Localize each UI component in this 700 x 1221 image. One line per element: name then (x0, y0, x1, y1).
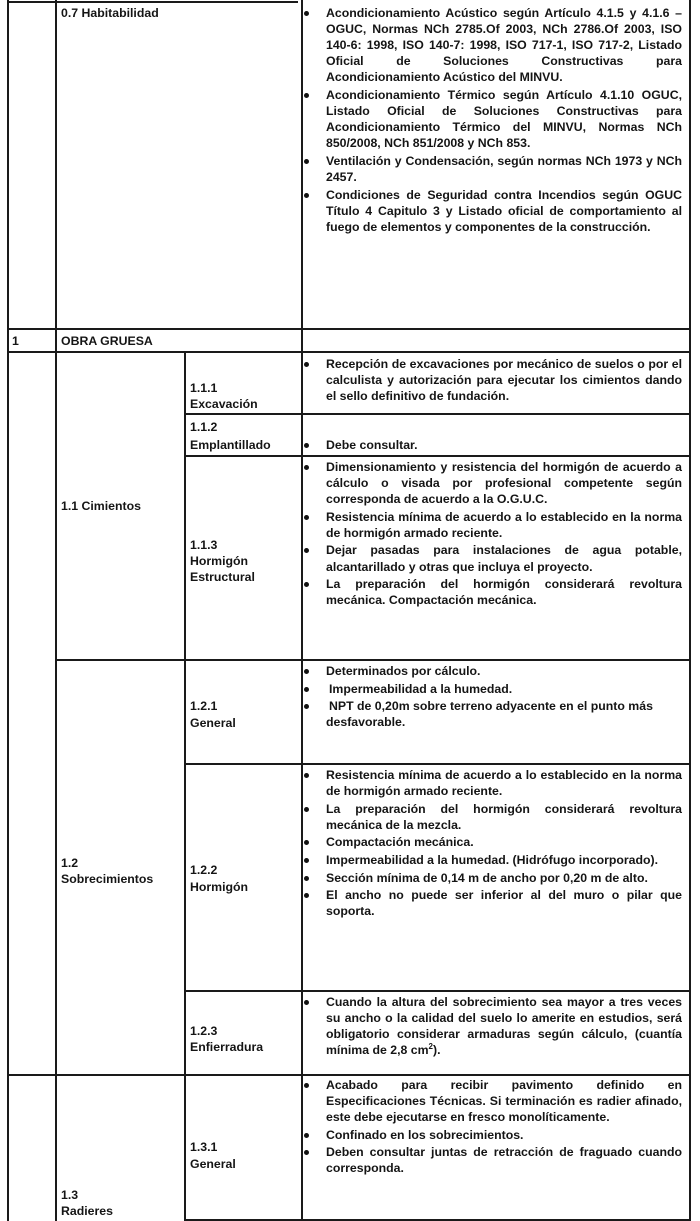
row-divider-sobrecimientos (7, 1074, 691, 1076)
list-item: Dejar pasadas para instalaciones de agua potable, alcantarillado y otras que incluya el proyecto. (326, 543, 682, 574)
list-item: El ancho no puede ser inferior al del muro o pilar que soporta. (326, 888, 682, 919)
list-item: Sección mínima de 0,14 m de ancho por 0,20 m de alto. (326, 870, 682, 886)
hormigon-122-requirements (326, 767, 682, 921)
list-item: Debe consultar. (326, 437, 682, 453)
section-title-obra-gruesa: OBRA GRUESA (61, 334, 153, 348)
excavacion-requirements (326, 356, 682, 406)
list-item: Acabado para recibir pavimento definido en Especificaciones Técnicas. Si terminación es radier afinado, este debe ejecutarse en fresco monolíticamente. (326, 1078, 682, 1125)
sub-code-123: 1.2.3 (190, 1024, 218, 1038)
list-item: Recepción de excavaciones por mecánico de suelos o por el calculista y autorización para ejecutar los cimientos dando el sello definitivo de fundación. (326, 357, 682, 404)
sub-code-111: 1.1.1 (190, 381, 218, 395)
sub-title-enfierradura: Enfierradura (190, 1040, 264, 1054)
list-item: Dimensionamiento y resistencia del hormigón de acuerdo a cálculo o visada por profesional competente según corresponda de acuerdo a la O.G.U.C. (326, 460, 682, 507)
list-item: Acondicionamiento Acústico según Artículo 4.1.5 y 4.1.6 – OGUC, Normas NCh 2785.Of 2003, NCh 2786.Of 2003, ISO 140-6: 1998, ISO 140-7: 1998, ISO 717-1, ISO 717-2, Listado Oficial de Soluciones Constructivas para Acondicionamiento Acústico del MINVU. (326, 6, 682, 85)
group-title-sobrecimientos: Sobrecimientos (61, 872, 154, 886)
emplantillado-requirements (326, 437, 682, 455)
sub-title-emplantillado: Emplantillado (190, 438, 271, 452)
list-item: Deben consultar juntas de retracción de fraguado cuando corresponda. (326, 1145, 682, 1176)
list-item: Determinados por cálculo. (326, 663, 682, 679)
list-item-continuation: desfavorable. (326, 715, 406, 730)
sub-title-excavacion: Excavación (190, 397, 258, 411)
list-item: Acondicionamiento Térmico según Artículo 4.1.10 OGUC, Listado Oficial de Soluciones Constructivas para Acondicionamiento Térmico del MINVU, Normas NCh 850/2008, NCh 851/2008 y NCh 853. (326, 87, 682, 151)
row-divider-122 (184, 990, 691, 992)
table-border-right (689, 0, 691, 1221)
sub-title-general-121: General (190, 716, 236, 730)
sub-code-131: 1.3.1 (190, 1140, 218, 1154)
list-item: La preparación del hormigón considerará revoltura mecánica. Compactación mecánica. (326, 577, 682, 608)
section-code-obra-gruesa: 1 (12, 334, 19, 348)
row-divider-cimientos (55, 659, 691, 661)
list-item: Resistencia mínima de acuerdo a lo establecido en la norma de hormigón armado reciente. (326, 509, 682, 540)
list-item: La preparación del hormigón considerará revoltura mecánica de la mezcla. (326, 801, 682, 832)
list-item: Cuando la altura del sobrecimiento sea mayor a tres veces su ancho o la calidad del suelo lo amerite en estudios, será obligatorio considerar armaduras según cálculo, (cuantía mínima de 2,8 $cm^2$). (326, 995, 682, 1058)
list-item: NPT de 0,20m sobre terreno adyacente en el punto más (326, 698, 682, 714)
list-item: Impermeabilidad a la humedad. (Hidrófugo incorporado). (326, 852, 682, 868)
habitabilidad-requirements (326, 5, 682, 236)
group-title-cimientos: 1.1 Cimientos (61, 499, 141, 513)
sub-code-112: 1.1.2 (190, 420, 218, 434)
group-title-radieres: Radieres (61, 1204, 113, 1218)
enfierradura-requirements (326, 994, 682, 1060)
list-item: Confinado en los sobrecimientos. (326, 1127, 682, 1143)
general-121-requirements (326, 663, 682, 732)
hormigon-estructural-requirements (326, 459, 682, 610)
table-border-left (7, 0, 9, 1221)
sub-title-hormigon-estructural: Hormigón Estructural (190, 554, 255, 584)
list-item: Resistencia mínima de acuerdo a lo establecido en la norma de hormigón armado reciente. (326, 768, 682, 799)
row-divider-121 (184, 763, 691, 765)
col-divider-3 (301, 0, 303, 1221)
sub-code-122: 1.2.2 (190, 863, 218, 877)
group-code-sobrecimientos: 1.2 (61, 856, 79, 870)
table-border-top (7, 1, 298, 3)
list-item: Impermeabilidad a la humedad. (326, 681, 682, 697)
col-divider-1 (55, 0, 57, 1221)
row-divider-112 (184, 455, 691, 457)
list-item: Ventilación y Condensación, según normas NCh 1973 y NCh 2457. (326, 153, 682, 184)
list-item: Compactación mecánica. (326, 834, 682, 850)
general-131-requirements (326, 1077, 682, 1178)
row-divider-habitabilidad (7, 328, 691, 330)
sub-code-121: 1.2.1 (190, 699, 218, 713)
row-divider-131 (184, 1219, 691, 1221)
group-code-radieres: 1.3 (61, 1188, 79, 1202)
sub-code-113: 1.1.3 (190, 538, 218, 552)
sub-title-hormigon-122: Hormigón (190, 880, 249, 894)
section-title-habitabilidad: 0.7 Habitabilidad (61, 6, 159, 20)
list-item: Condiciones de Seguridad contra Incendios según OGUC Título 4 Capitulo 3 y Listado oficial de comportamiento al fuego de elementos y componentes de la construcción. (326, 187, 682, 234)
sub-title-general-131: General (190, 1157, 236, 1171)
row-divider-obra-gruesa (7, 351, 691, 353)
row-divider-111 (184, 413, 691, 415)
col-divider-sub (184, 352, 186, 1221)
